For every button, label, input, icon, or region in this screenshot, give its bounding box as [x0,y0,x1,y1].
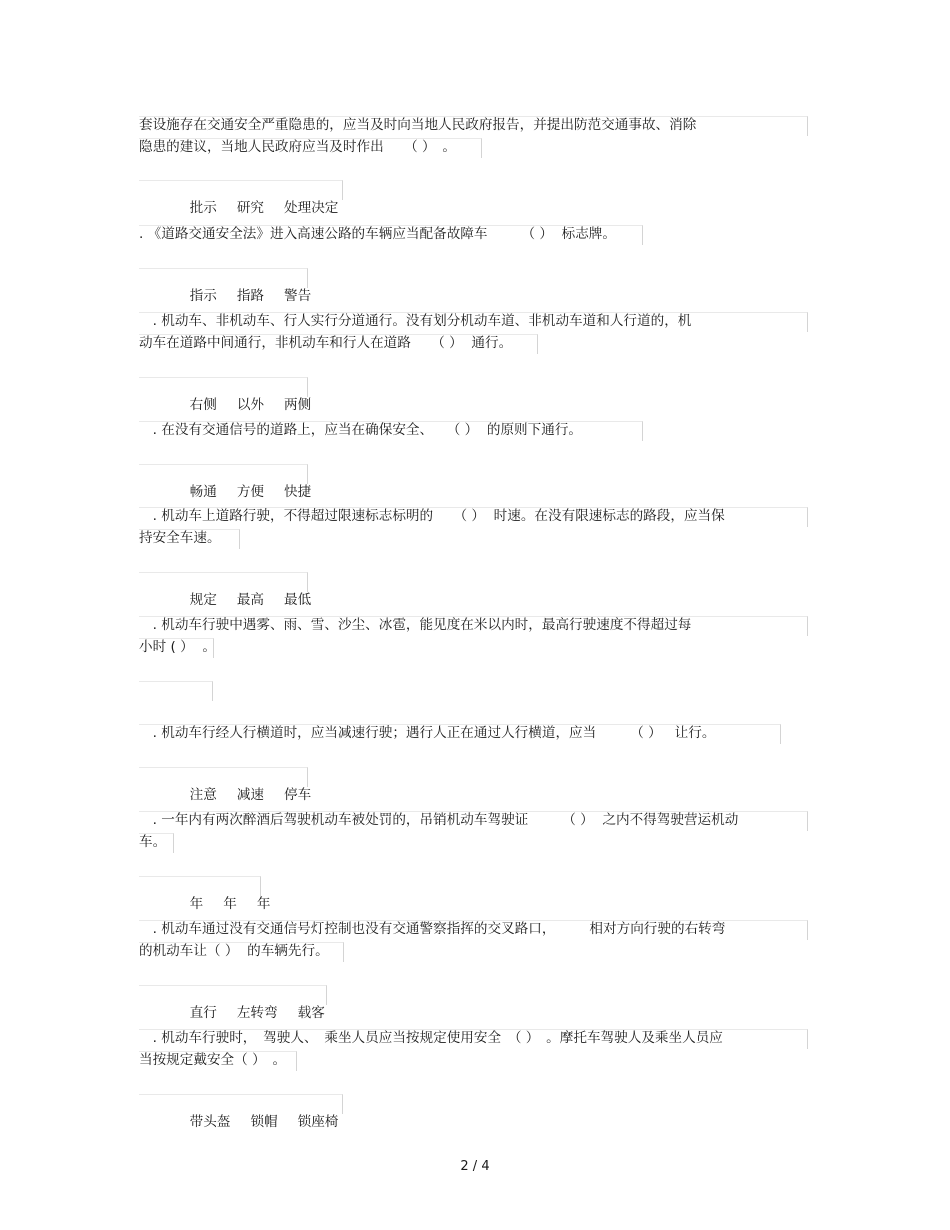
option-10c: 锁座椅 [297,1114,339,1130]
option-2a: 指示 [189,288,217,304]
options-6-frame-empty [139,681,213,701]
option-7c: 停车 [284,787,312,803]
options-5 [181,573,331,609]
option-3a: 右侧 [189,397,217,413]
option-9a: 直行 [189,1005,217,1021]
question-10-line-2: 当按规定戴安全（ ） 。 [139,1052,287,1068]
option-3c: 两侧 [284,397,312,413]
options-10 [181,1095,358,1131]
question-10-line-1: . 机动车行驶时， 驾驶人、 乘坐人员应当按规定使用安全 （ ） 。摩托车驾驶人及乘坐人员应 [139,1030,723,1046]
question-1-line-1: 套设施存在交通安全严重隐患的，应当及时向当地人民政府报告，并提出防范交通事故、消除 [139,117,697,133]
option-10a: 带头盔 [189,1114,231,1130]
options-7 [181,768,331,804]
question-5-line-2: 持安全车速。 [139,530,221,546]
options-8 [181,877,290,913]
option-4a: 畅通 [189,484,217,500]
option-8c: 年 [256,896,271,912]
option-1a: 批示 [189,200,217,216]
option-9b: 左转弯 [236,1005,278,1021]
question-7-line-1: . 机动车行经人行横道时，应当减速行驶；遇行人正在通过人行横道，应当 （ ） 让行。 [139,725,716,741]
question-6-line-2: 小时 ( ） 。 [139,639,216,655]
option-1c: 处理决定 [284,200,339,216]
question-8-line-2: 车。 [139,834,167,850]
options-1 [181,181,358,217]
options-2 [181,269,331,305]
question-2-line-1: . 《道路交通安全法》进入高速公路的车辆应当配备故障车 （ ） 标志牌。 [139,226,616,242]
options-4 [181,465,331,501]
option-2c: 警告 [284,288,312,304]
option-3b: 以外 [236,397,265,413]
question-5-line-1: . 机动车上道路行驶，不得超过限速标志标明的 （ ） 时速。在没有限速标志的路段，应当保 [139,508,725,524]
question-4-line-1: . 在没有交通信号的道路上，应当在确保安全、 （ ） 的原则下通行。 [139,422,583,438]
option-8a: 年 [189,896,204,912]
option-7b: 减速 [236,787,265,803]
question-1-line-2: 隐患的建议，当地人民政府应当及时作出 （ ） 。 [139,139,456,155]
option-10b: 锁帽 [250,1114,278,1130]
question-8-line-1: . 一年内有两次醉酒后驾驶机动车被处罚的，吊销机动车驾驶证 （ ） 之内不得驾驶营运机动 [139,812,739,828]
question-6-line-1: . 机动车行驶中遇雾、雨、雪、沙尘、冰雹，能见度在米以内时，最高行驶速度不得超过每 [139,617,692,633]
option-5c: 最低 [284,592,312,608]
option-8b: 年 [223,896,237,912]
question-9-line-2: 的机动车让（ ） 的车辆先行。 [139,943,329,959]
option-2b: 指路 [236,288,265,304]
option-4c: 快捷 [284,484,312,500]
question-9-line-1: . 机动车通过没有交通信号灯控制也没有交通警察指挥的交叉路口， 相对方向行驶的右转弯 [139,921,726,937]
option-4b: 方便 [236,484,265,500]
option-5a: 规定 [189,592,217,608]
option-9c: 载客 [297,1005,325,1021]
page-number: 2 / 4 [460,1159,490,1174]
options-3 [181,378,331,414]
question-3-line-2: 动车在道路中间通行，非机动车和行人在道路 （ ） 通行。 [139,335,513,351]
option-1b: 研究 [236,200,265,216]
options-9 [181,986,345,1022]
option-7a: 注意 [189,787,217,803]
option-5b: 最高 [236,592,265,608]
question-3-line-1: . 机动车、非机动车、行人实行分道通行。没有划分机动车道、非机动车道和人行道的，机 [139,313,692,329]
